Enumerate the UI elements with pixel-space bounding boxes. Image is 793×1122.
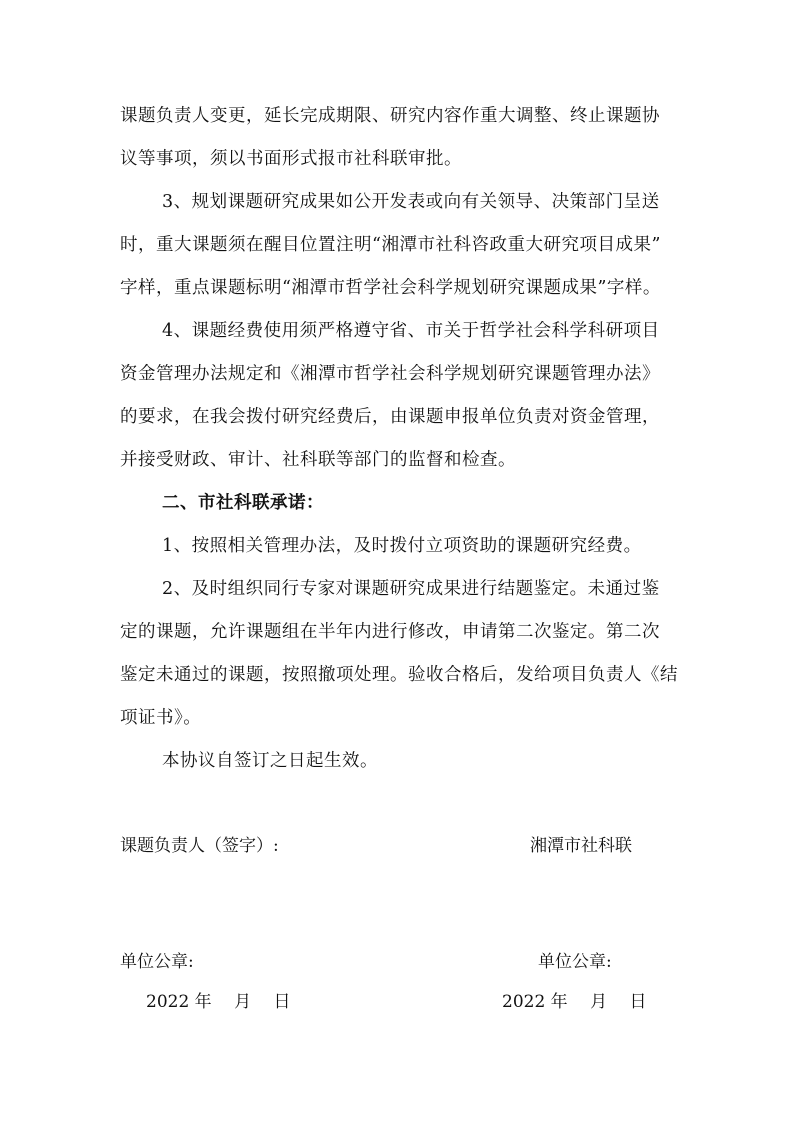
para-6-line-1: 2、及时组织同行专家对课题研究成果进行结题鉴定。未通过鉴: [162, 579, 660, 599]
seal-label-left: 单位公章:: [120, 952, 194, 972]
para-2-line-1: 3、规划课题研究成果如公开发表或向有关领导、决策部门呈送: [162, 192, 660, 212]
para-6-line-3: 鉴定未通过的课题，按照撤项处理。验收合格后，发给项目负责人《结: [120, 665, 678, 685]
para-2-line-3: 字样，重点课题标明“湘潭市哲学社会科学规划研究课题成果”字样。: [120, 278, 661, 298]
para-1-line-2: 议等事项，须以书面形式报市社科联审批。: [120, 149, 462, 169]
para-3-line-4: 并接受财政、审计、社科联等部门的监督和检查。: [120, 450, 516, 470]
para-3-line-3: 的要求，在我会拨付研究经费后，由课题申报单位负责对资金管理，: [120, 407, 660, 427]
signer-label-right: 湘潭市社科联: [530, 836, 632, 856]
section-heading: 二、市社科联承诺：: [162, 493, 324, 513]
para-6-line-2: 定的课题，允许课题组在半年内进行修改，申请第二次鉴定。第二次: [120, 622, 660, 642]
signer-label-left: 课题负责人（签字）:: [120, 836, 279, 856]
para-5-line-1: 1、按照相关管理办法，及时拨付立项资助的课题研究经费。: [162, 536, 642, 556]
para-1-line-1: 课题负责人变更，延长完成期限、研究内容作重大调整、终止课题协: [120, 106, 660, 126]
para-3-line-2: 资金管理办法规定和《湘潭市哲学社会科学规划研究课题管理办法》: [120, 364, 660, 384]
para-2-line-2: 时，重大课题须在醒目位置注明“湘潭市社科咨政重大研究项目成果”: [120, 235, 661, 255]
para-6-line-4: 项证书》。: [120, 708, 202, 728]
date-right: 2022 年 月 日: [502, 992, 647, 1012]
closing-statement: 本协议自签订之日起生效。: [162, 751, 378, 771]
date-left: 2022 年 月 日: [146, 992, 291, 1012]
seal-label-right: 单位公章:: [538, 952, 612, 972]
para-3-line-1: 4、课题经费使用须严格遵守省、市关于哲学社会科学科研项目: [162, 321, 660, 341]
